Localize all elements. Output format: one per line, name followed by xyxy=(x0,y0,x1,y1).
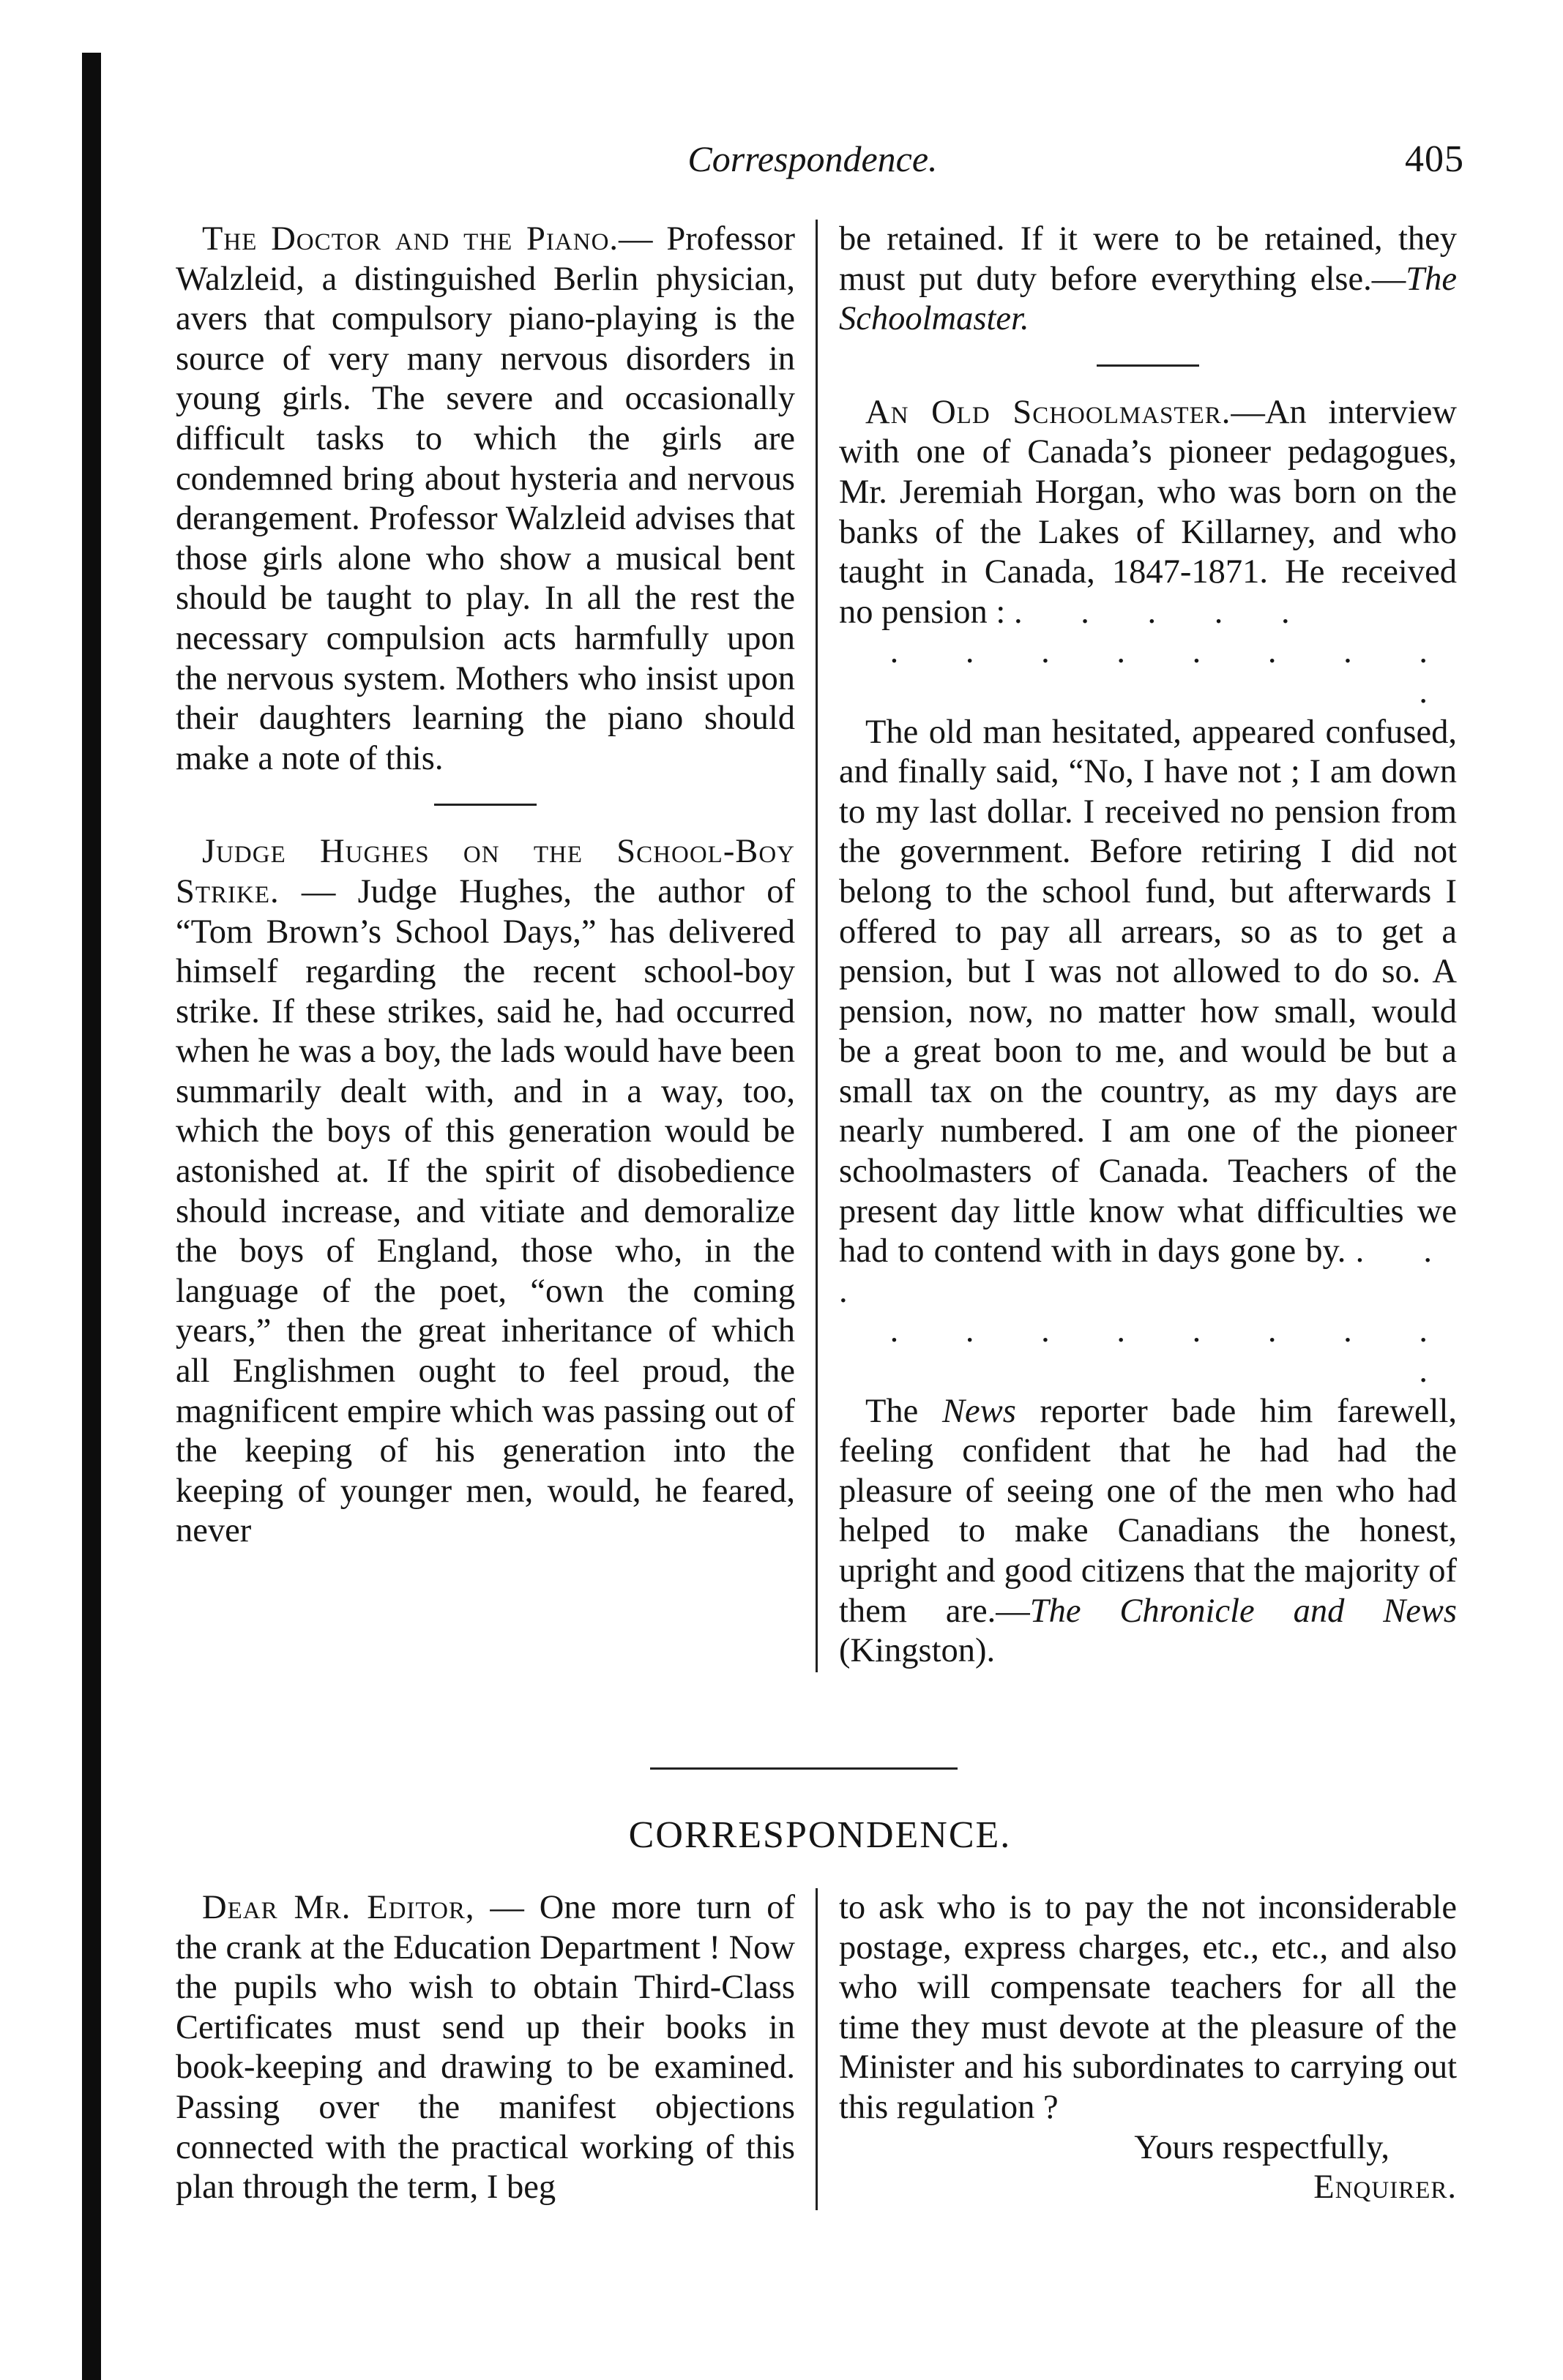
old-schoolmaster-intro xyxy=(839,393,1457,633)
old-schoolmaster-quote-text: The old man hesitated, appeared confused, and finally said, “No, I have not ; I am down to my last dollar. I received no pension from the government. Before retiring I did not belong to the school fund, but afterwards I offered to pay all arrears, so as to get a pension, but I was not allowed to do so. A pension, now, no matter how small, would be a great boon to me, and would be but a small tax on the country, as my days are nearly numbered. I am one of the pioneer schoolmasters of Canada. Teachers of the present day little know what difficulties we had to contend with in days gone by. xyxy=(839,713,1457,1271)
judge-hughes-source: The Schoolmaster. xyxy=(839,260,1457,338)
letter-closing: Yours respectfully, xyxy=(1134,2128,1389,2166)
news-title: News xyxy=(942,1392,1016,1430)
ellipsis-dots: . . . xyxy=(839,1232,1457,1310)
page-number: 405 xyxy=(1405,138,1464,180)
outro-text-rest: reporter bade him farewell, feeling confident that he had had the pleasure of seeing one of the men who had helped to make Canadians the honest, upright and good citizens that the majority of them are.— xyxy=(839,1392,1457,1630)
old-schoolmaster-intro-text: —An interview with one of Canada’s pioneer pedagogues, Mr. Jeremiah Horgan, who was born on the banks of the Lakes of Killarney, and who taught in Canada, 1847-1871. He received no pension : xyxy=(839,393,1457,631)
letter-salutation: Dear Mr. Editor, xyxy=(202,1889,475,1926)
judge-hughes-body: — Judge Hughes, the author of “Tom Brown’s School Days,” has delivered himself regarding the recent school-boy strike. If these strikes, said he, had occurred when he was a boy, the lads would have been summarily dealt with, and in a way, too, which the boys of this generation would be astonished at. If the spirit of disobedience should increase, and vitiate and demoralize the boys of England, those who, in the language of the poet, “own the coming years,” then the great inheritance of which all Englishmen ought to feel proud, the magnificent empire which was passing out of the keeping of his generation into the keeping of younger men, would, he feared, never xyxy=(176,872,795,1550)
column-rule-top xyxy=(816,220,818,1672)
old-schoolmaster-outro xyxy=(839,1392,1457,1672)
judge-hughes-continuation-text: be retained. If it were to be retained, they must put duty before everything else.— xyxy=(839,220,1457,298)
article-separator xyxy=(434,804,537,806)
column-rule-bottom xyxy=(816,1888,818,2210)
page-header xyxy=(176,133,1464,192)
bottom-left-column xyxy=(176,1888,795,2208)
top-right-column xyxy=(839,220,1457,1672)
ellipsis-dots: . . . . . xyxy=(1013,593,1315,631)
running-title: Correspondence. xyxy=(687,138,938,179)
correspondence-heading: CORRESPONDENCE. xyxy=(628,1814,1012,1856)
judge-hughes-paragraph xyxy=(176,832,795,1552)
bottom-right-column xyxy=(839,1888,1457,2208)
judge-hughes-heading: Judge Hughes on the School-Boy Strike. xyxy=(176,833,795,910)
ellipsis-line: . . . . . . . . . xyxy=(889,1312,1457,1391)
outro-text-start: The xyxy=(865,1392,943,1430)
ellipsis-line: . . . . . . . . . xyxy=(889,633,1457,711)
old-schoolmaster-quote xyxy=(839,713,1457,1312)
judge-hughes-continuation xyxy=(839,220,1457,340)
doctor-piano-paragraph xyxy=(176,220,795,779)
letter-body-right: to ask who is to pay the not inconsiderable postage, express charges, etc., etc., and also who will compensate teachers for all the time they must devote at the pleasure of the Minister and his subordinates to carrying out this regulation ? xyxy=(839,1889,1457,2126)
letter-paragraph xyxy=(176,1888,795,2208)
page-binding-edge xyxy=(82,53,101,2380)
old-schoolmaster-source: The Chronicle and News xyxy=(1029,1592,1457,1630)
top-left-column xyxy=(176,220,795,1552)
doctor-piano-body: Professor Walzleid, a distinguished Berlin physician, avers that compulsory piano-playing is the source of very many nervous disorders in young girls. The severe and occasionally difficult tasks to which the girls are condemned bring about hysteria and nervous derangement. Professor Walzleid advises that those girls alone who show a musical bent should be taught to play. In all the rest the necessary compulsion acts harmfully upon the nervous system. Mothers who insist upon their daughters learning the piano should make a note of this. xyxy=(176,220,796,777)
source-place: (Kingston). xyxy=(839,1632,996,1670)
letter-body-left: — One more turn of the crank at the Education Department ! Now the pupils who wish to obtain Third-Class Certificates must send up their books in book-keeping and drawing to be examined. Passing over the manifest objections connected with the practical working of this plan through the term, I beg xyxy=(176,1889,795,2207)
section-divider xyxy=(650,1767,958,1770)
article-separator xyxy=(1097,364,1199,367)
doctor-piano-heading: The Doctor and the Piano.— xyxy=(202,220,654,258)
letter-signature: Enquirer. xyxy=(1313,2168,1457,2207)
old-schoolmaster-heading: An Old Schoolmaster. xyxy=(865,393,1231,431)
